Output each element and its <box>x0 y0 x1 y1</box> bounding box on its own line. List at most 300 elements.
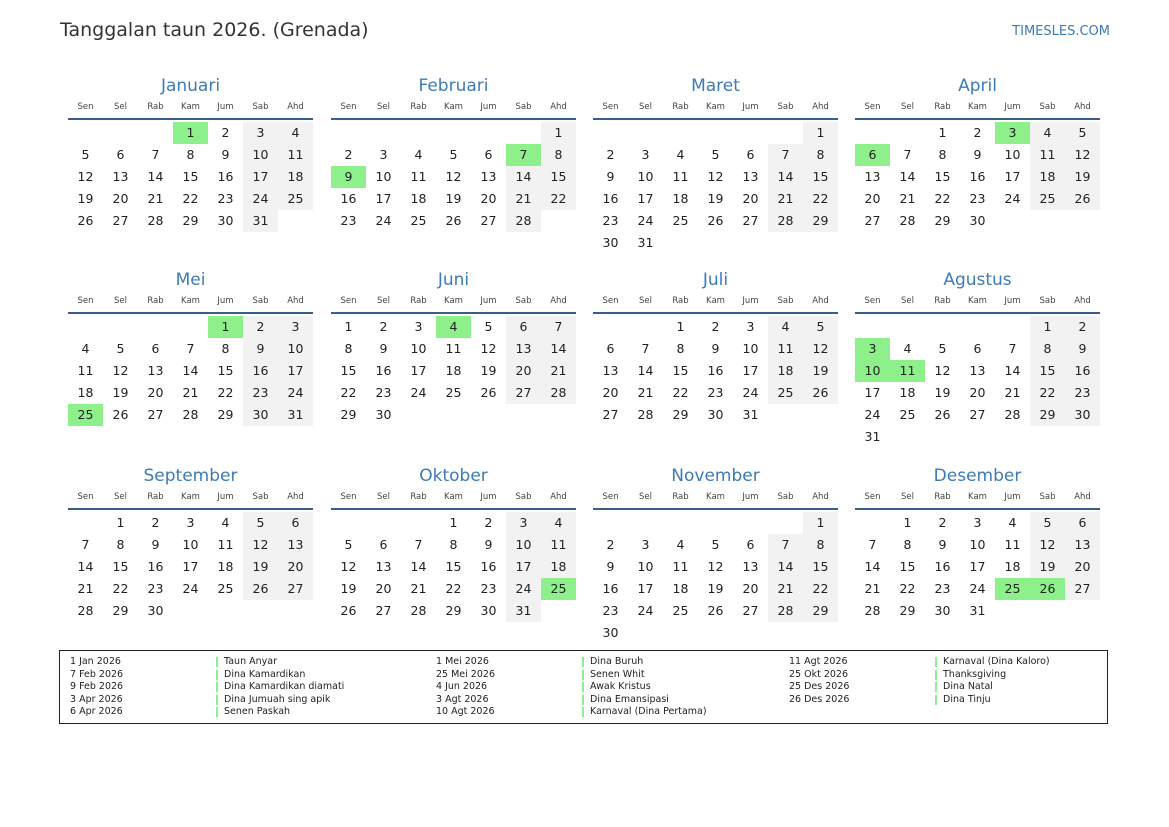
day-cell: 7 <box>641 341 650 356</box>
day-cell: 23 <box>217 191 234 206</box>
weekday-label: Kam <box>968 296 987 306</box>
day-cell: 31 <box>969 603 986 618</box>
legend-item <box>436 694 707 707</box>
weekday-label: Ahd <box>550 492 567 502</box>
weekday-label: Kam <box>181 492 200 502</box>
day-cell: 28 <box>864 603 881 618</box>
day-cell: 15 <box>217 363 234 378</box>
month-name: Juli <box>702 270 729 290</box>
day-cell: 20 <box>742 581 759 596</box>
day-cell: 14 <box>147 169 164 184</box>
day-cell: 29 <box>445 603 462 618</box>
day-cell: 12 <box>707 559 724 574</box>
day-cell: 15 <box>934 169 951 184</box>
day-cell: 9 <box>221 147 230 162</box>
day-cell: 13 <box>480 169 497 184</box>
day-cell: 5 <box>803 316 838 338</box>
day-cell: 24 <box>969 581 986 596</box>
day-cell: 5 <box>1065 122 1100 144</box>
day-cell: 22 <box>934 191 951 206</box>
day-cell: 4 <box>541 512 576 534</box>
day-cell: 25 <box>768 382 803 404</box>
day-cell: 8 <box>116 537 125 552</box>
weekday-label: Sen <box>340 492 357 502</box>
empty-day <box>68 512 103 534</box>
day-cell: 25 <box>278 188 313 210</box>
day-cell: 27 <box>278 578 313 600</box>
legend-holiday-name: Dina Emansipasi <box>590 693 669 705</box>
day-cell: 14 <box>77 559 94 574</box>
day-cell: 6 <box>151 341 160 356</box>
day-cell: 20 <box>506 360 541 382</box>
empty-day <box>593 316 628 338</box>
day-cell: 21 <box>1004 385 1021 400</box>
empty-day <box>401 122 436 144</box>
day-cell: 13 <box>147 363 164 378</box>
day-cell: 10 <box>506 534 541 556</box>
legend-date: 9 Feb 2026 <box>70 681 124 693</box>
day-cell: 11 <box>410 169 427 184</box>
day-cell: 27 <box>480 213 497 228</box>
day-cell: 5 <box>116 341 125 356</box>
day-cell: 28 <box>77 603 94 618</box>
day-grid <box>855 316 1100 448</box>
day-cell: 14 <box>410 559 427 574</box>
day-cell: 29 <box>1030 404 1065 426</box>
day-cell: 11 <box>217 537 234 552</box>
day-cell: 15 <box>1030 360 1065 382</box>
day-cell: 17 <box>278 360 313 382</box>
day-cell: 24 <box>243 188 278 210</box>
weekday-label: Kam <box>181 102 200 112</box>
day-cell: 3 <box>746 319 755 334</box>
weekday-label: Sab <box>515 102 532 112</box>
weekday-header <box>68 488 313 510</box>
legend-marker <box>582 695 584 705</box>
day-cell: 22 <box>340 385 357 400</box>
day-cell: 4 <box>278 122 313 144</box>
day-cell: 17 <box>637 191 654 206</box>
day-cell: 10 <box>969 537 986 552</box>
day-cell: 1 <box>541 122 576 144</box>
day-cell: 5 <box>344 537 353 552</box>
day-cell: 26 <box>803 382 838 404</box>
day-cell: 5 <box>711 537 720 552</box>
legend-holiday-name: Dina Tinju <box>943 693 991 705</box>
empty-day <box>593 512 628 534</box>
legend-item <box>789 669 1050 682</box>
day-grid <box>331 122 576 232</box>
weekday-label: Sen <box>340 102 357 112</box>
weekday-header <box>331 98 576 120</box>
empty-day <box>628 512 663 534</box>
empty-day <box>68 316 103 338</box>
day-cell: 26 <box>1065 188 1100 210</box>
day-cell: 12 <box>1065 144 1100 166</box>
day-cell: 10 <box>637 559 654 574</box>
legend-item <box>789 656 1050 669</box>
weekday-label: Ahd <box>1074 492 1091 502</box>
holiday-day: 25 <box>68 404 103 426</box>
day-cell: 5 <box>484 319 493 334</box>
day-cell: 30 <box>147 603 164 618</box>
day-cell: 4 <box>903 341 912 356</box>
day-cell: 13 <box>1065 534 1100 556</box>
day-cell: 14 <box>768 166 803 188</box>
weekday-label: Kam <box>444 102 463 112</box>
month-juni <box>331 268 576 426</box>
month-name: Agustus <box>943 270 1012 290</box>
empty-day <box>593 122 628 144</box>
day-cell: 15 <box>803 556 838 578</box>
day-cell: 17 <box>637 581 654 596</box>
weekday-label: Sab <box>1039 102 1056 112</box>
weekday-label: Sel <box>114 102 127 112</box>
day-cell: 3 <box>506 512 541 534</box>
weekday-label: Rab <box>147 492 164 502</box>
day-cell: 30 <box>707 407 724 422</box>
weekday-label: Sen <box>602 492 619 502</box>
weekday-label: Jum <box>1004 102 1021 112</box>
day-cell: 24 <box>637 603 654 618</box>
day-cell: 22 <box>112 581 129 596</box>
holiday-day: 26 <box>1030 578 1065 600</box>
legend-marker <box>216 657 218 667</box>
day-cell: 8 <box>803 534 838 556</box>
day-cell: 15 <box>672 363 689 378</box>
day-cell: 30 <box>217 213 234 228</box>
day-cell: 24 <box>410 385 427 400</box>
month-name: Mei <box>175 270 206 290</box>
day-cell: 23 <box>1065 382 1100 404</box>
day-cell: 11 <box>77 363 94 378</box>
day-cell: 5 <box>1030 512 1065 534</box>
legend-holiday-name: Karnaval (Dina Kaloro) <box>943 656 1050 667</box>
day-grid <box>593 316 838 426</box>
day-cell: 4 <box>81 341 90 356</box>
day-cell: 29 <box>182 213 199 228</box>
day-cell: 29 <box>340 407 357 422</box>
legend-date: 10 Agt 2026 <box>436 706 495 718</box>
empty-day <box>855 316 890 338</box>
day-cell: 6 <box>278 512 313 534</box>
day-cell: 28 <box>1004 407 1021 422</box>
holiday-day: 3 <box>995 122 1030 144</box>
day-cell: 19 <box>480 363 497 378</box>
day-cell: 1 <box>344 319 353 334</box>
day-cell: 30 <box>243 404 278 426</box>
day-cell: 3 <box>379 147 388 162</box>
day-cell: 27 <box>742 603 759 618</box>
empty-day <box>68 122 103 144</box>
day-cell: 29 <box>672 407 689 422</box>
day-cell: 9 <box>606 169 615 184</box>
weekday-header <box>593 292 838 314</box>
empty-day <box>331 512 366 534</box>
day-cell: 13 <box>375 559 392 574</box>
day-cell: 16 <box>375 363 392 378</box>
day-cell: 12 <box>1030 534 1065 556</box>
day-cell: 5 <box>711 147 720 162</box>
day-cell: 7 <box>768 534 803 556</box>
day-cell: 13 <box>969 363 986 378</box>
day-cell: 6 <box>746 537 755 552</box>
day-cell: 13 <box>278 534 313 556</box>
day-grid <box>593 512 838 644</box>
day-cell: 26 <box>445 213 462 228</box>
weekday-label: Rab <box>410 296 427 306</box>
day-cell: 23 <box>243 382 278 404</box>
day-cell: 19 <box>707 581 724 596</box>
day-cell: 10 <box>410 341 427 356</box>
legend-item <box>70 656 344 669</box>
day-cell: 24 <box>742 385 759 400</box>
weekday-header <box>593 98 838 120</box>
day-cell: 14 <box>864 559 881 574</box>
weekday-header <box>593 488 838 510</box>
month-name: Juni <box>437 270 470 290</box>
holiday-day: 6 <box>855 144 890 166</box>
page-title: Tanggalan taun 2026. (Grenada) <box>60 19 369 41</box>
weekday-label: Kam <box>706 492 725 502</box>
weekday-header <box>68 98 313 120</box>
day-cell: 22 <box>899 581 916 596</box>
weekday-label: Sab <box>777 102 794 112</box>
holiday-day: 1 <box>208 316 243 338</box>
day-cell: 16 <box>147 559 164 574</box>
day-cell: 21 <box>410 581 427 596</box>
day-cell: 14 <box>182 363 199 378</box>
day-cell: 22 <box>182 191 199 206</box>
holiday-day: 9 <box>331 166 366 188</box>
day-cell: 8 <box>903 537 912 552</box>
day-cell: 23 <box>480 581 497 596</box>
legend-item <box>436 656 707 669</box>
day-cell: 26 <box>934 407 951 422</box>
legend-item <box>436 681 707 694</box>
weekday-label: Kam <box>706 296 725 306</box>
day-cell: 6 <box>506 316 541 338</box>
weekday-label: Sel <box>114 492 127 502</box>
holiday-legend <box>59 650 1108 724</box>
day-cell: 1 <box>1030 316 1065 338</box>
day-cell: 29 <box>803 210 838 232</box>
weekday-label: Ahd <box>1074 102 1091 112</box>
weekday-label: Sab <box>515 492 532 502</box>
day-cell: 27 <box>375 603 392 618</box>
day-cell: 20 <box>742 191 759 206</box>
weekday-label: Jum <box>217 492 234 502</box>
empty-day <box>698 122 733 144</box>
day-cell: 6 <box>1065 512 1100 534</box>
month-name: Oktober <box>419 466 488 486</box>
day-cell: 11 <box>278 144 313 166</box>
legend-date: 25 Des 2026 <box>789 681 850 693</box>
day-cell: 29 <box>112 603 129 618</box>
day-cell: 15 <box>112 559 129 574</box>
legend-date: 1 Jan 2026 <box>70 656 121 667</box>
weekday-label: Sab <box>777 296 794 306</box>
weekday-label: Rab <box>934 296 951 306</box>
weekday-label: Jum <box>1004 296 1021 306</box>
day-cell: 23 <box>602 213 619 228</box>
weekday-label: Sel <box>377 296 390 306</box>
day-cell: 22 <box>541 188 576 210</box>
day-cell: 24 <box>182 581 199 596</box>
month-agustus <box>855 268 1100 448</box>
day-cell: 17 <box>742 363 759 378</box>
weekday-label: Sel <box>901 492 914 502</box>
weekday-label: Ahd <box>812 102 829 112</box>
month-februari <box>331 74 576 232</box>
day-cell: 12 <box>340 559 357 574</box>
legend-marker <box>935 695 937 705</box>
day-cell: 21 <box>182 385 199 400</box>
weekday-label: Ahd <box>287 296 304 306</box>
legend-date: 6 Apr 2026 <box>70 706 123 718</box>
weekday-label: Sel <box>639 296 652 306</box>
weekday-label: Sen <box>602 102 619 112</box>
day-cell: 4 <box>1008 515 1017 530</box>
day-cell: 29 <box>934 213 951 228</box>
legend-holiday-name: Senen Paskah <box>224 706 291 718</box>
day-cell: 24 <box>864 407 881 422</box>
day-cell: 16 <box>217 169 234 184</box>
day-cell: 16 <box>480 559 497 574</box>
day-cell: 30 <box>375 407 392 422</box>
day-cell: 1 <box>803 512 838 534</box>
day-cell: 11 <box>672 169 689 184</box>
day-cell: 18 <box>445 363 462 378</box>
day-cell: 16 <box>243 360 278 382</box>
month-name: Februari <box>418 76 489 96</box>
day-cell: 28 <box>637 407 654 422</box>
day-cell: 20 <box>969 385 986 400</box>
weekday-label: Sel <box>639 492 652 502</box>
day-cell: 2 <box>973 125 982 140</box>
legend-date: 26 Des 2026 <box>789 693 850 705</box>
day-cell: 19 <box>243 556 278 578</box>
day-cell: 12 <box>803 338 838 360</box>
weekday-label: Sab <box>777 492 794 502</box>
weekday-label: Sel <box>377 102 390 112</box>
weekday-header <box>68 292 313 314</box>
day-cell: 17 <box>1004 169 1021 184</box>
day-cell: 1 <box>803 122 838 144</box>
weekday-label: Sel <box>901 102 914 112</box>
legend-item <box>70 681 344 694</box>
day-cell: 8 <box>803 144 838 166</box>
day-cell: 30 <box>480 603 497 618</box>
day-cell: 20 <box>480 191 497 206</box>
weekday-label: Ahd <box>550 102 567 112</box>
day-cell: 21 <box>768 578 803 600</box>
weekday-label: Jum <box>1004 492 1021 502</box>
legend-column-3 <box>789 656 1050 706</box>
day-cell: 2 <box>243 316 278 338</box>
day-cell: 1 <box>116 515 125 530</box>
day-cell: 26 <box>480 385 497 400</box>
day-cell: 22 <box>1030 382 1065 404</box>
legend-date: 3 Agt 2026 <box>436 693 489 705</box>
weekday-label: Ahd <box>1074 296 1091 306</box>
day-cell: 18 <box>278 166 313 188</box>
legend-holiday-name: Taun Anyar <box>224 656 277 667</box>
weekday-label: Kam <box>968 492 987 502</box>
day-cell: 23 <box>602 603 619 618</box>
day-grid <box>855 512 1100 622</box>
month-november <box>593 464 838 644</box>
day-cell: 21 <box>637 385 654 400</box>
day-cell: 29 <box>899 603 916 618</box>
day-cell: 6 <box>379 537 388 552</box>
day-cell: 10 <box>637 169 654 184</box>
day-cell: 26 <box>243 578 278 600</box>
legend-date: 7 Feb 2026 <box>70 668 124 680</box>
weekday-label: Jum <box>742 492 759 502</box>
month-januari <box>68 74 313 232</box>
day-cell: 14 <box>541 338 576 360</box>
weekday-label: Sen <box>864 296 881 306</box>
day-cell: 29 <box>217 407 234 422</box>
day-cell: 6 <box>606 341 615 356</box>
legend-item <box>436 669 707 682</box>
weekday-label: Jum <box>742 102 759 112</box>
empty-day <box>960 316 995 338</box>
day-cell: 8 <box>449 537 458 552</box>
month-oktober <box>331 464 576 622</box>
day-cell: 25 <box>410 213 427 228</box>
day-cell: 2 <box>606 147 615 162</box>
legend-date: 25 Okt 2026 <box>789 668 849 680</box>
legend-marker <box>935 670 937 680</box>
weekday-label: Sab <box>252 492 269 502</box>
day-cell: 19 <box>934 385 951 400</box>
weekday-label: Sen <box>77 492 94 502</box>
day-cell: 13 <box>742 169 759 184</box>
day-cell: 14 <box>1004 363 1021 378</box>
day-cell: 24 <box>278 382 313 404</box>
day-cell: 24 <box>637 213 654 228</box>
day-cell: 7 <box>868 537 877 552</box>
legend-column-1 <box>70 656 344 719</box>
month-name: November <box>671 466 760 486</box>
weekday-label: Sen <box>864 492 881 502</box>
day-cell: 14 <box>899 169 916 184</box>
day-cell: 17 <box>969 559 986 574</box>
holiday-day: 11 <box>890 360 925 382</box>
weekday-label: Ahd <box>812 296 829 306</box>
day-cell: 4 <box>676 537 685 552</box>
day-cell: 31 <box>243 210 278 232</box>
day-cell: 23 <box>969 191 986 206</box>
day-cell: 16 <box>969 169 986 184</box>
day-cell: 9 <box>1065 338 1100 360</box>
weekday-label: Rab <box>410 102 427 112</box>
empty-day <box>366 512 401 534</box>
weekday-label: Sab <box>1039 296 1056 306</box>
day-cell: 5 <box>243 512 278 534</box>
day-cell: 7 <box>768 144 803 166</box>
weekday-label: Sab <box>515 296 532 306</box>
day-cell: 23 <box>340 213 357 228</box>
day-cell: 4 <box>676 147 685 162</box>
day-cell: 25 <box>217 581 234 596</box>
legend-holiday-name: Thanksgiving <box>943 668 1007 680</box>
site-link[interactable]: TIMESLES.COM <box>1012 24 1110 39</box>
empty-day <box>663 122 698 144</box>
empty-day <box>855 512 890 534</box>
